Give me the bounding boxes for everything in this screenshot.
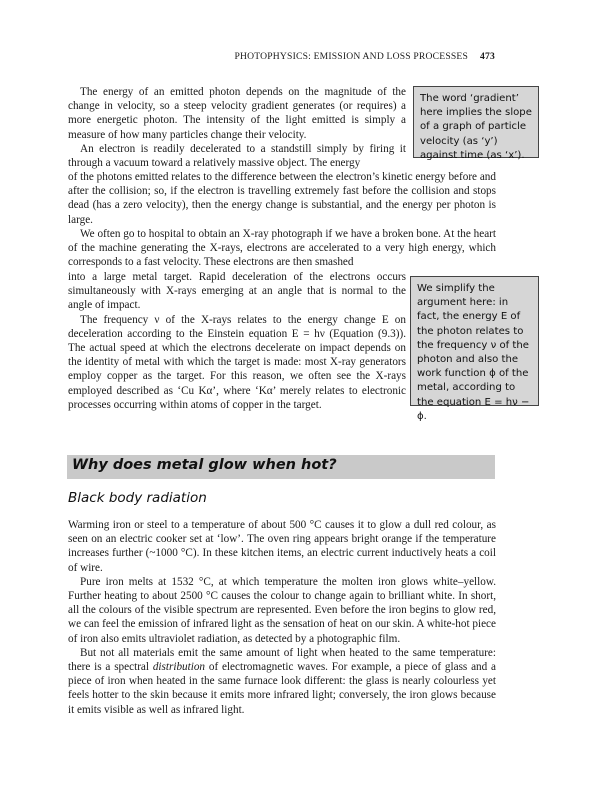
section-title: Why does metal glow when hot? — [72, 457, 337, 473]
sidenote-work-function — [410, 276, 539, 422]
running-header — [0, 51, 495, 62]
spectral-text-b: of electromagnetic waves. For example, a piece of glass and a piece of iron when heated in the same furnace look different: the glass is nearly colourless yet feels hotter to the skin because it emits more infrared light; conversely, the iron glows because it emits visible as well as infrared light. — [68, 661, 497, 716]
top-text-block — [68, 85, 406, 170]
paragraph-warming-iron: Warming iron or steel to a temperature of about 500 °C causes it to glow a dull red colour, as seen on an electric cooker set at ‘low’. The oven ring appears bright orange if the temperature increases further (~1000 °C). In these kitchen items, an electric current inductively heats a coil of wire. — [68, 519, 496, 574]
paragraph-xray-hospital: We often go to hospital to obtain an X-ray photograph if we have a broken bone. At the heart of the machine generating the X-rays, electrons are accelerated to a very high energy, which corresponds to a fast velocity. These electrons are then smashed — [68, 227, 496, 269]
paragraph-photon-energy: The energy of an emitted photon depends on the magnitude of the change in velocity, so a steep velocity gradient generates (or requires) a more energetic photon. The intensity of the light emitted is simply a measure of how many particles change their velocity. — [68, 86, 406, 141]
spectral-text-a: But not all materials emit the same amount of light when heated to the same temperature: there is a spectral — [68, 646, 496, 674]
paragraph-spectral-distribution — [68, 646, 496, 717]
paragraph-electron-deceleration: An electron is readily decelerated to a standstill simply by firing it through a vacuum toward a relatively massive object. The energy — [68, 142, 406, 170]
subsection-title: Black body radiation — [68, 490, 207, 506]
middle-text-block — [68, 270, 406, 412]
sidenote-work-function-text: We simplify the argument here: in fact, the energy E of the photon relates to the frequency ν of the photon and also the work function ϕ of the metal, according to the equation E = hν − ϕ. — [417, 283, 530, 422]
sidenote-gradient-text: The word ‘gradient’ here implies the slope of a graph of particle velocity (as ‘y’) against time (as ‘x’). — [420, 93, 532, 161]
section-heading-bar — [67, 455, 495, 479]
running-title: PHOTOPHYSICS: EMISSION AND LOSS PROCESSES — [234, 51, 468, 62]
paragraph-electron-deceleration-cont: of the photons emitted relates to the difference between the electron’s kinetic energy before and after the collision; so, if the electron is travelling extremely fast before the collision and stops dead (has a zero velocity), then the energy change is substantial, and the energy per photon is large. — [68, 171, 496, 226]
full-width-block-1 — [68, 170, 496, 269]
page-number: 473 — [480, 51, 495, 62]
sidenote-gradient — [413, 86, 539, 161]
bottom-text-block — [68, 518, 496, 717]
spectral-distribution-term: distribution — [152, 661, 206, 674]
paragraph-iron-melts: Pure iron melts at 1532 °C, at which temperature the molten iron glows white–yellow. Further heating to about 2500 °C causes the colour to change again to brilliant white. In short, all the colours of the visible spectrum are represented. Even before the iron begins to glow red, we can feel the emission of infrared light as the sensation of heat on our skin. A white-hot piece of iron also emits ultraviolet radiation, as detected by a photographic film. — [68, 575, 496, 645]
paragraph-xray-hospital-cont: into a large metal target. Rapid deceleration of the electrons occurs simultaneously with X-rays emerging at an angle that is normal to the angle of impact. — [68, 271, 406, 312]
paragraph-xray-frequency: The frequency ν of the X-rays relates to the energy change E on deceleration according to the Einstein equation E = hν (Equation (9.3)). The actual speed at which the electrons decelerate on impact depends on the identity of metal with which the target is made: most X-ray generators employ copper as the target. For this reason, we often see the X-rays employed described as ‘Cu Kα’, where ‘Kα’ merely relates to electronic processes occurring within atoms of copper in the target. — [68, 313, 406, 411]
